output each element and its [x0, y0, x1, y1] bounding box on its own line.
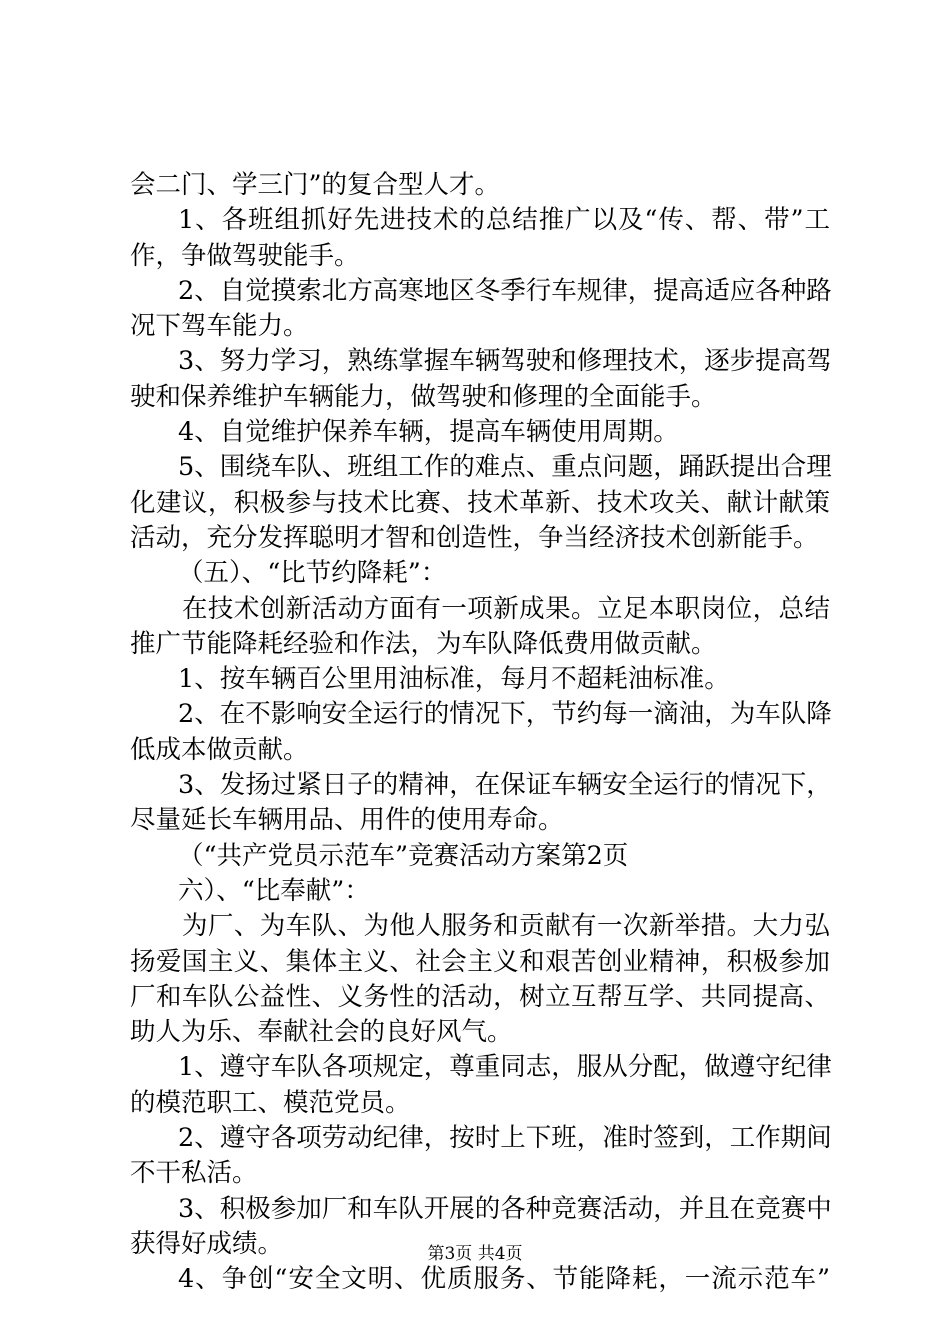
text-line: 会二门、学三门”的复合型人才。 — [130, 170, 501, 200]
text-line: 推广节能降耗经验和作法，为车队降低费用做贡献。 — [130, 628, 717, 659]
text-line: 扬爱国主义、集体主义、社会主义和艰苦创业精神，积极参加 — [130, 946, 830, 977]
text-line: 作，争做驾驶能手。 — [130, 240, 360, 271]
text-line: 化建议，积极参与技术比赛、技术革新、技术攻关、献计献策 — [130, 487, 830, 518]
text-line: 2、在不影响安全运行的情况下，节约每一滴油，为车队降 — [178, 699, 832, 730]
text-line: 1、遵守车队各项规定，尊重同志，服从分配，做遵守纪律 — [178, 1052, 832, 1083]
text-line: 不干私活。 — [130, 1158, 258, 1189]
text-line: 获得好成绩。 — [130, 1228, 284, 1259]
text-line: 4、争创“安全文明、优质服务、节能降耗，一流示范车” — [178, 1264, 830, 1295]
text-line: （五）、“比节约降耗”： — [178, 558, 447, 589]
text-line: 2、遵守各项劳动纪律，按时上下班，准时签到，工作期间 — [178, 1123, 832, 1154]
text-line: 2、自觉摸索北方高寒地区冬季行车规律，提高适应各种路 — [178, 275, 832, 306]
text-line: 驶和保养维护车辆能力，做驾驶和修理的全面能手。 — [130, 381, 717, 412]
text-line: 六）、“比奉献”： — [178, 875, 370, 906]
text-line: 尽量延长车辆用品、用件的使用寿命。 — [130, 805, 564, 836]
text-line: 况下驾车能力。 — [130, 311, 309, 342]
text-line: 低成本做贡献。 — [130, 734, 309, 765]
text-line: 4、自觉维护保养车辆，提高车辆使用周期。 — [178, 417, 679, 448]
text-line: 为厂、为车队、为他人服务和贡献有一次新举措。大力弘 — [182, 911, 830, 942]
text-line: （“共产党员示范车”竞赛活动方案第2页 — [178, 840, 629, 871]
text-line: 助人为乐、奉献社会的良好风气。 — [130, 1017, 513, 1048]
text-line: 5、围绕车队、班组工作的难点、重点问题，踊跃提出合理 — [178, 452, 832, 483]
text-line: 3、努力学习，熟练掌握车辆驾驶和修理技术，逐步提高驾 — [178, 346, 832, 377]
text-line: 厂和车队公益性、义务性的活动，树立互帮互学、共同提高、 — [130, 981, 830, 1012]
document-body — [130, 168, 830, 1298]
text-line: 活动，充分发挥聪明才智和创造性，争当经济技术创新能手。 — [130, 522, 819, 553]
text-line: 1、按车辆百公里用油标准，每月不超耗油标准。 — [178, 664, 730, 695]
text-line: 1、各班组抓好先进技术的总结推广以及“传、帮、带”工 — [178, 205, 830, 236]
text-line: 的模范职工、模范党员。 — [130, 1087, 411, 1118]
page-footer: 第3页 共4页 — [427, 1244, 523, 1264]
text-line: 在技术创新活动方面有一项新成果。立足本职岗位，总结 — [182, 593, 830, 624]
text-line: 3、发扬过紧日子的精神，在保证车辆安全运行的情况下， — [178, 770, 832, 801]
text-line: 3、积极参加厂和车队开展的各种竞赛活动，并且在竞赛中 — [178, 1193, 832, 1224]
